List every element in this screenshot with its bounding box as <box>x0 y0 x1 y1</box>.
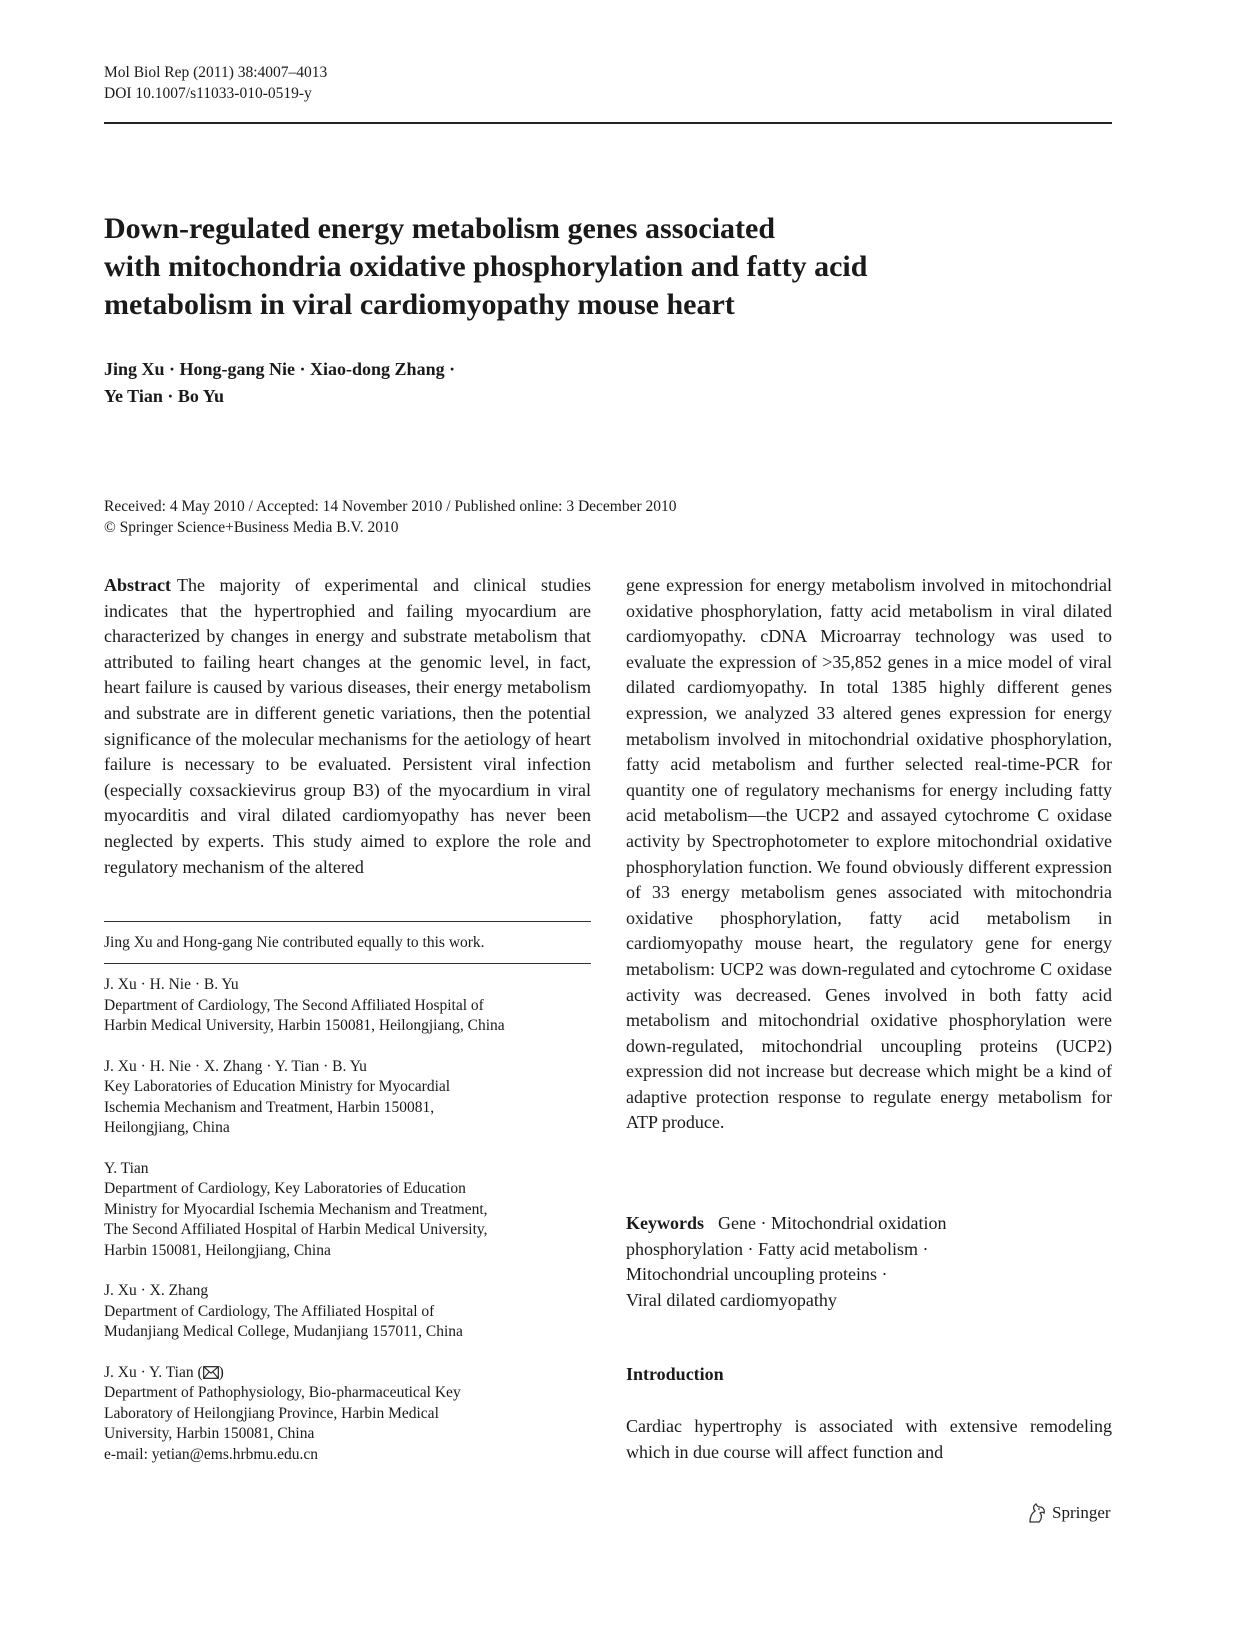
footnote-rule <box>104 921 591 922</box>
introduction-text: Cardiac hypertrophy is associated with extensive remodeling which in due course will affect function and <box>626 1416 1112 1462</box>
corresponding-suffix: ) <box>218 1363 224 1381</box>
affiliation-names <box>104 1363 591 1384</box>
journal-citation: Mol Biol Rep (2011) 38:4007–4013 <box>104 64 328 81</box>
affiliation-names: J. Xu · H. Nie · B. Yu <box>104 976 239 993</box>
abstract-text-right: gene expression for energy metabolism involved in mitochondrial oxidative phosphorylation, fatty acid metabolism in viral dilated cardiomyopathy. cDNA Microarray technology was used to evaluate the expression of >35,852 genes in a mice model of viral dilated cardiomyopathy. In total 1385 highly different genes expression, we analyzed 33 altered genes expression for energy metabolism involved in mitochondrial oxidative phosphorylation, fatty acid metabolism and further selected real-time-PCR for quantity one of regulatory mechanisms for energy including fatty acid metabolism—the UCP2 and assayed cytochrome C oxidase activity by Spectrophotometer to explore mitochondrial oxidative phosphorylation function. We found obviously different expression of 33 energy metabolism genes associated with mitochondria oxidative phosphorylation, fatty acid metabolism in cardiomyopathy mouse heart, the regulatory gene for energy metabolism: UCP2 was down-regulated and cytochrome C oxidase activity was decreased. Genes involved in both fatty acid metabolism and mitochondrial oxidative phosphorylation were down-regulated, mitochondrial uncoupling proteins (UCP2) expression did not increase but decrease which might be a kind of adaptive protection response to regulate energy metabolism for ATP produce. <box>626 575 1112 1133</box>
affiliation-line: Ministry for Myocardial Ischemia Mechanism and Treatment, <box>104 1200 488 1218</box>
springer-horse-icon <box>1026 1502 1048 1524</box>
abstract-text-left: The majority of experimental and clinical studies indicates that the hypertrophied and failing myocardium are characterized by changes in energy and substrate metabolism that attributed to failing heart changes at the genomic level, in fact, heart failure is caused by various diseases, their energy metabolism and substrate are in different genetic variations, then the potential significance of the molecular mechanisms for the aetiology of heart failure is necessary to be evaluated. Persistent viral infection (especially coxsackievirus group B3) of the myocardium in viral myocarditis and viral dilated cardiomyopathy has never been neglected by experts. This study aimed to explore the role and regulatory mechanism of the altered <box>104 575 591 877</box>
affiliation-line: University, Harbin 150081, China <box>104 1425 315 1442</box>
keywords-line: Viral dilated cardiomyopathy <box>626 1289 837 1310</box>
paper-title <box>104 210 1064 324</box>
header-rule <box>104 122 1112 124</box>
introduction-heading: Introduction <box>626 1364 724 1384</box>
affiliation-line: Mudanjiang Medical College, Mudanjiang 157011, China <box>104 1323 463 1340</box>
affiliation-line: Harbin Medical University, Harbin 150081, Heilongjiang, China <box>104 1017 505 1034</box>
affiliation-line: Department of Cardiology, The Second Affiliated Hospital of <box>104 996 484 1014</box>
affiliation-line: Harbin 150081, Heilongjiang, China <box>104 1241 331 1259</box>
affiliation-line: Laboratory of Heilongjiang Province, Harbin Medical <box>104 1404 439 1422</box>
affiliations <box>104 975 591 1485</box>
publication-dates <box>104 496 1104 538</box>
abstract-right-column <box>626 573 1112 1136</box>
affiliation <box>104 1159 591 1262</box>
affiliation-line: Department of Cardiology, Key Laboratories of Education <box>104 1180 466 1197</box>
keywords-line: Gene · Mitochondrial oxidation <box>718 1213 947 1233</box>
title-line-2: with mitochondria oxidative phosphorylation and fatty acid <box>104 250 868 283</box>
publisher-logo <box>1026 1502 1111 1524</box>
authors-line-2: Ye Tian · Bo Yu <box>104 386 225 406</box>
keywords-line: Mitochondrial uncoupling proteins · <box>626 1264 888 1285</box>
affiliation-line: Key Laboratories of Education Ministry for Myocardial <box>104 1078 451 1095</box>
abstract-heading: Abstract <box>104 575 171 595</box>
title-line-1: Down-regulated energy metabolism genes associated <box>104 212 776 245</box>
author-list <box>104 356 804 410</box>
affiliation <box>104 1057 591 1139</box>
affiliation-line: The Second Affiliated Hospital of Harbin Medical University, <box>104 1221 488 1238</box>
date-history: Received: 4 May 2010 / Accepted: 14 November 2010 / Published online: 3 December 2010 <box>104 498 677 515</box>
journal-header <box>104 62 327 104</box>
doi: DOI 10.1007/s11033-010-0519-y <box>104 85 312 102</box>
keywords-line: phosphorylation · Fatty acid metabolism · <box>626 1238 929 1259</box>
affiliation-line: Department of Cardiology, The Affiliated Hospital of <box>104 1302 435 1320</box>
keywords <box>626 1211 1112 1313</box>
corresponding-names: J. Xu · Y. Tian ( <box>104 1363 203 1381</box>
email[interactable]: e-mail: yetian@ems.hrbmu.edu.cn <box>104 1445 318 1463</box>
affiliation-rule <box>104 963 591 964</box>
envelope-icon <box>203 1366 219 1379</box>
affiliation <box>104 1281 591 1343</box>
affiliation-names: J. Xu · H. Nie · X. Zhang · Y. Tian · B. Yu <box>104 1057 367 1075</box>
affiliation-line: Ischemia Mechanism and Treatment, Harbin 150081, <box>104 1098 435 1116</box>
authors-line-1: Jing Xu · Hong-gang Nie · Xiao-dong Zhang · <box>104 359 456 379</box>
affiliation-line: Department of Pathophysiology, Bio-pharmaceutical Key <box>104 1384 461 1401</box>
affiliation-line: Heilongjiang, China <box>104 1119 230 1136</box>
contribution-note: Jing Xu and Hong-gang Nie contributed equally to this work. <box>104 934 485 951</box>
affiliation-names: Y. Tian <box>104 1159 149 1177</box>
title-line-3: metabolism in viral cardiomyopathy mouse heart <box>104 288 735 321</box>
affiliation <box>104 975 591 1037</box>
keywords-heading: Keywords <box>626 1213 704 1233</box>
abstract-left-column <box>104 573 591 880</box>
copyright: © Springer Science+Business Media B.V. 2010 <box>104 519 399 536</box>
affiliation-names: J. Xu · X. Zhang <box>104 1282 209 1299</box>
publisher-name: Springer <box>1052 1503 1111 1522</box>
affiliation <box>104 1363 591 1466</box>
